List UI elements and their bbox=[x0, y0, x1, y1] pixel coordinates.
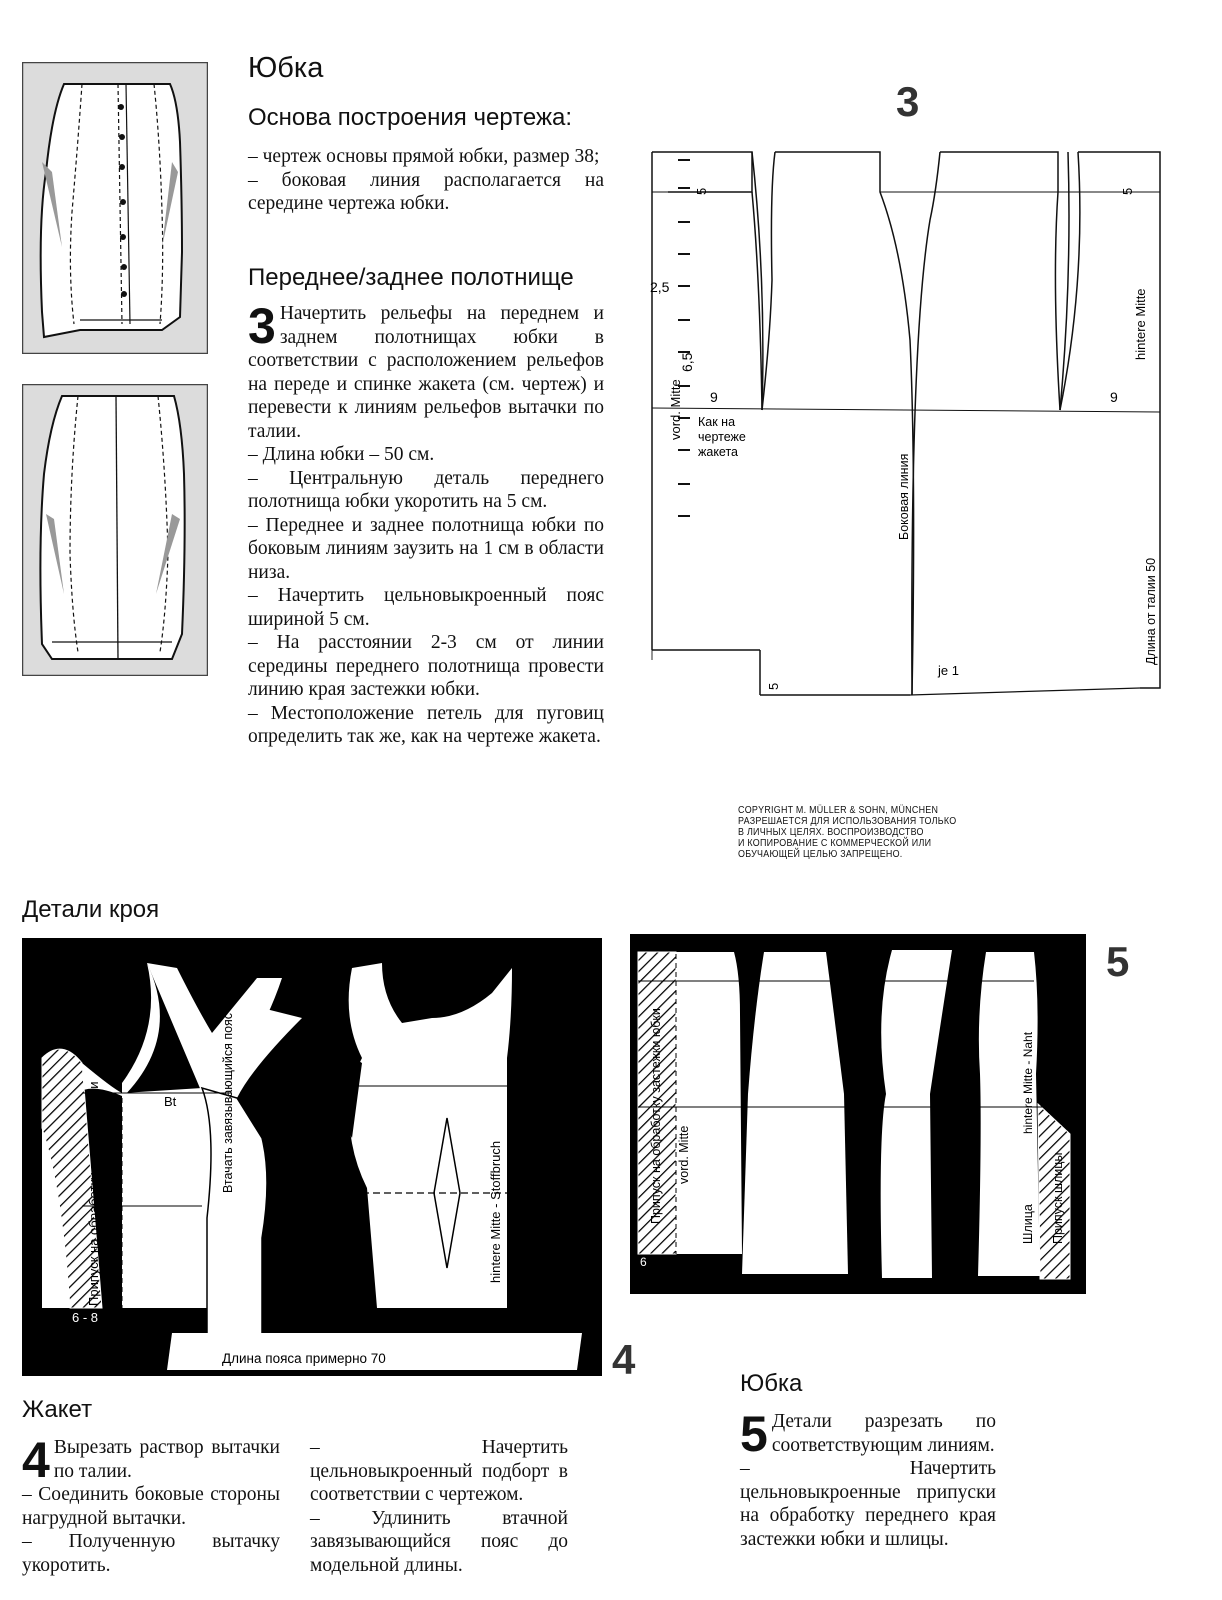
fig3-side-line: Боковая линия bbox=[897, 453, 911, 540]
step4-line: – Полученную вытачку укоротить. bbox=[22, 1531, 280, 1576]
fig3-hem-note: je 1 bbox=[938, 663, 959, 678]
copyright-line: И КОПИРОВАНИЕ С КОММЕРЧЕСКОЙ ИЛИ bbox=[738, 837, 932, 849]
fig5-slit-allowance: Припуск шлицы bbox=[1051, 1152, 1065, 1244]
fig5-size: 6 bbox=[640, 1255, 647, 1269]
figure4-jacket-pattern bbox=[22, 938, 602, 1376]
fig4-front-center: vord. Mitte bbox=[110, 1122, 125, 1183]
step3-line: – Местоположение петель для пуговиц определить так же, как на чертеже жакета. bbox=[248, 702, 604, 747]
copyright-notice bbox=[738, 805, 956, 860]
jacket-col2 bbox=[310, 1436, 568, 1577]
jacket-col1 bbox=[22, 1432, 280, 1577]
fig3-hip-back: 9 bbox=[1110, 389, 1118, 405]
fig4-back-fold: hintere Mitte - Stoffbruch bbox=[488, 1140, 503, 1283]
figure5-skirt-pattern bbox=[630, 934, 1086, 1294]
copyright-line: COPYRIGHT M. MÜLLER & SOHN, MÜNCHEN bbox=[738, 804, 939, 816]
copyright-line: РАЗРЕШАЕТСЯ ДЛЯ ИСПОЛЬЗОВАНИЯ ТОЛЬКО bbox=[738, 815, 957, 827]
panel-heading: Переднее/заднее полотнище bbox=[248, 264, 574, 291]
step5-line: – Начертить цельновыкроенные припуски на обработку переднего края застежки юбки и шлицы. bbox=[740, 1458, 996, 1550]
fig4-belt-length: Длина пояса примерно 70 bbox=[222, 1351, 386, 1366]
copyright-line: В ЛИЧНЫХ ЦЕЛЯХ. ВОСПРОИЗВОДСТВО bbox=[738, 826, 924, 838]
skirt-front-illustration bbox=[22, 62, 208, 354]
basis-line: – чертеж основы прямой юбки, размер 38; bbox=[248, 146, 600, 167]
figure5-number: 5 bbox=[1106, 938, 1130, 985]
skirt-basis-text bbox=[248, 145, 604, 216]
fig4-belt-sewn: Втачать завязывающийся пояс bbox=[221, 1012, 235, 1193]
step3-lead: Начертить рельефы на переднем и заднем полотнищах юбки в соответствии с расположением рельефов на переде и спинке жакета (см. чертеж) и перевести к линиям рельефов вытачки по талии. bbox=[248, 303, 604, 442]
figure3-skirt-draft bbox=[640, 140, 1180, 710]
fig3-length: Длина от талии 50 bbox=[1144, 557, 1158, 665]
fig3-note-line: жакета bbox=[698, 445, 738, 459]
fig3-dart-25: 2,5 bbox=[650, 279, 670, 295]
fig5-back-seam: hintere Mitte - Naht bbox=[1021, 1031, 1035, 1134]
fig3-front-top: 5 bbox=[694, 187, 709, 195]
fig3-hip-front: 9 bbox=[710, 389, 718, 405]
step4-line: – Начертить цельновыкроенный подборт в соответствии с чертежом. bbox=[310, 1437, 568, 1505]
step3-line: – Переднее и заднее полотнища юбки по боковым линиям заузить на 1 см в области низа. bbox=[248, 514, 604, 583]
fig3-back-center: hintere Mitte bbox=[1133, 288, 1148, 360]
step3-line: – Начертить цельновыкроенный пояс шириной 5 см. bbox=[248, 585, 604, 630]
step3-text bbox=[248, 298, 604, 749]
fig3-note-line: Как на bbox=[698, 415, 736, 429]
jacket-heading: Жакет bbox=[22, 1396, 93, 1423]
skirt-back-illustration bbox=[22, 384, 208, 676]
fig5-slit: Шлица bbox=[1021, 1204, 1035, 1244]
skirt2-heading: Юбка bbox=[740, 1370, 803, 1397]
step3-number: 3 bbox=[248, 298, 276, 354]
cut-details-heading: Детали кроя bbox=[22, 896, 160, 923]
skirt-title: Юбка bbox=[248, 52, 324, 84]
fig3-dart-65: 6,5 bbox=[679, 352, 695, 372]
fig5-placket-allowance: Припуск на обработку застежки юбки bbox=[649, 1008, 663, 1224]
step4-number: 4 bbox=[22, 1432, 50, 1488]
step4-line: – Удлинить втачной завязывающийся пояс до модельной длины. bbox=[310, 1507, 568, 1576]
step5-lead: Детали разрезать по соответствующим линиям. bbox=[771, 1411, 996, 1456]
step5-text bbox=[740, 1406, 996, 1551]
fig3-hem-left: 5 bbox=[766, 682, 781, 690]
step4-lead: Вырезать раствор вытачки по талии. bbox=[53, 1437, 280, 1482]
step3-line: – Длина юбки – 50 см. bbox=[248, 444, 435, 465]
copyright-line: ОБУЧАЮЩЕЙ ЦЕЛЬЮ ЗАПРЕЩЕНО. bbox=[738, 848, 903, 860]
fig5-front-center: vord. Mitte bbox=[677, 1125, 691, 1184]
step5-number: 5 bbox=[740, 1406, 768, 1462]
basis-line: – боковая линия располагается на середине чертежа юбки. bbox=[248, 169, 604, 214]
fig4-size-range: 6 - 8 bbox=[72, 1310, 99, 1325]
figure4-number: 4 bbox=[612, 1336, 636, 1383]
fig4-bt: Bt bbox=[164, 1094, 177, 1109]
skirt-subtitle: Основа построения чертежа: bbox=[248, 104, 573, 131]
fig4-facing-allowance: Припуск на обработку застежки юбки bbox=[86, 1081, 101, 1306]
step3-line: – Центральную деталь переднего полотнища юбки укоротить на 5 см. bbox=[248, 467, 604, 512]
step3-line: – На расстоянии 2-3 см от линии середины переднего полотнища провести линию края застежки юбки. bbox=[248, 632, 604, 700]
fig3-front-center: vord. Mitte bbox=[668, 379, 683, 440]
fig3-back-top: 5 bbox=[1120, 187, 1135, 195]
fig3-note-line: чертеже bbox=[698, 430, 746, 444]
step4-line: – Соединить боковые стороны нагрудной вытачки. bbox=[22, 1484, 280, 1529]
figure3-number: 3 bbox=[896, 78, 920, 125]
